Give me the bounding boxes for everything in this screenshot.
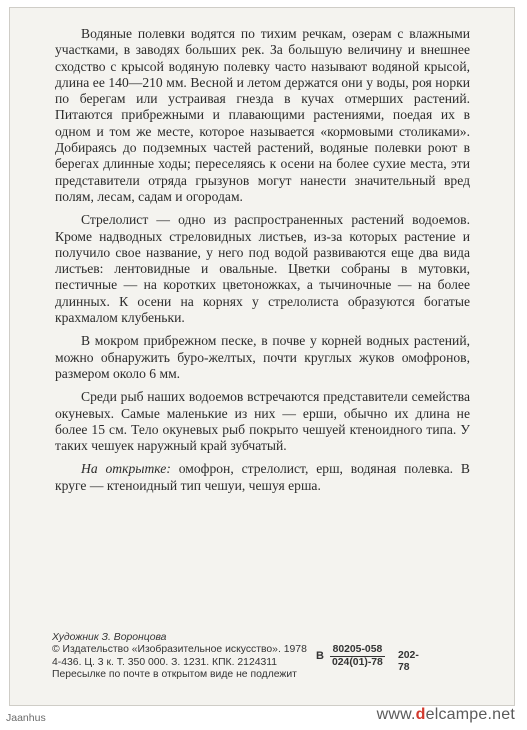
caption-lead: На открытке: <box>81 461 171 477</box>
postal-note: Пересылке по почте в открытом виде не подлежит <box>52 669 297 681</box>
caption-text: омофрон, стрелолист, ерш, водяная полевка. В круге — ктеноидный тип чешуи, чешуя ерша. <box>55 461 470 493</box>
print-info: 4-436. Ц. 3 к. Т. 350 000. З. 1231. КПК. 2124311 <box>52 656 278 668</box>
code-denominator: 024(01)-78 <box>332 657 383 668</box>
publisher-line: © Издательство «Изобразительное искусство». 1978 <box>52 644 307 656</box>
code-fraction <box>330 644 385 669</box>
paragraph-water-vole: Водяные полевки водятся по тихим речкам, озерам с влажными участками, в заводях больших рек. За большую величину и внешнее сходство с крысой водяную полевку часто называют водяной крысой, длина ее 140—210 мм. Весной и летом держатся они у воды, роя норки по берегам или устраивая гнезда в кучах отмерших растений. Питаются прибрежными и плавающими растениями, поедая их в одном и том же месте, которое называется «кормовыми столиками». Добираясь до подземных частей растений, водяные полевки роют в берегах длинные ходы; переселяясь к осени на более сухие места, эти представители отряда грызунов могут нанести значительный вред полям, лесам, садам и огородам. <box>55 26 470 204</box>
caption <box>55 461 470 494</box>
code-tail: 202-78 <box>398 650 419 673</box>
document-body <box>55 26 470 501</box>
watermark-rest: elcampe.net <box>425 706 515 723</box>
paragraph-omophron: В мокром прибрежном песке, в почве у корней водных растений, можно обнаружить буро-желтых, почти круглых жуков омофронов, размером около 6 мм. <box>55 333 470 381</box>
artist-credit: Художник З. Воронцова <box>52 632 167 643</box>
watermark-brand-d: d <box>415 706 426 723</box>
watermark-prefix: www. <box>376 706 416 723</box>
code-letter: В <box>316 650 324 662</box>
code-numerator: 80205-058 <box>330 644 385 657</box>
paragraph-arrowhead: Стрелолист — одно из распространенных растений водоемов. Кроме надводных стреловидных листьев, из-за которых растение и получило свое название, у него под водой развиваются еще два вида листьев: лентовидные и овальные. Цветки собраны в мутовки, пестичные — на коротких цветоножках, а тычиночные — на более длинных. К осени на корнях у стрелолиста образуются богатые крахмалом клубеньки. <box>55 212 470 326</box>
watermark-jaanhus: Jaanhus <box>6 712 46 724</box>
paragraph-perch-family: Среди рыб наших водоемов встречаются представители семейства окуневых. Самые маленькие из них — ерши, обычно их длина не более 15 см. Тело окуневых рыб покрыто чешуей ктеноидного типа. У таких чешуек наружный край зубчатый. <box>55 389 470 454</box>
watermark-delcampe <box>377 706 515 724</box>
